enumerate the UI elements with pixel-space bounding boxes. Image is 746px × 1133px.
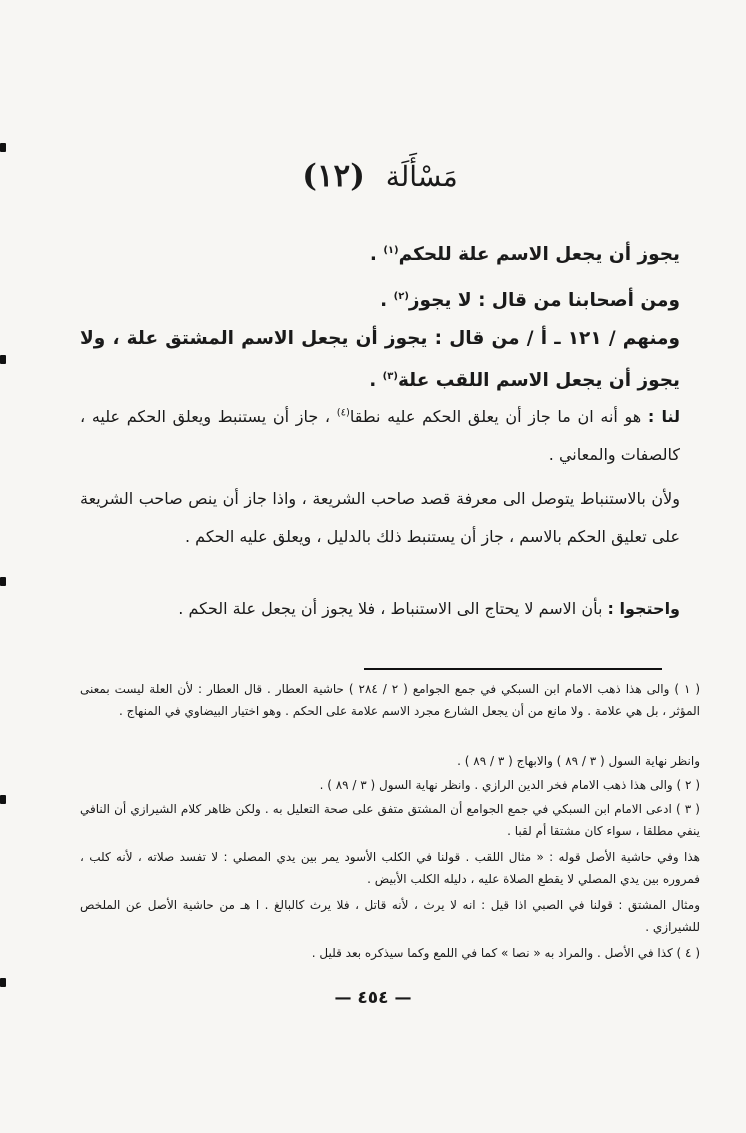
issue-number: (١٢) <box>302 158 365 194</box>
statement-line-3: ومنهم / ١٢١ ـ أ / من قال : يجوز أن يجعل الاسم المشتق علة ، ولا يجوز أن يجعل الاسم اللقب علة$^{(٣)}$ . <box>80 328 680 391</box>
footnote-ref-4[interactable]: (٤) <box>336 407 350 419</box>
footnote-1: ( ١ ) والى هذا ذهب الامام ابن السبكي في جمع الجوامع ( ٢ / ٢٨٤ ) حاشية العطار . قال العطار : لأن العلة ليست بمعنى المؤثر ، بل هي علامة . ولا مانع من أن يجعل الشارع مجرد الاسم علامة على الحكم . وهو اختيار البيضاوي في المنهاج . <box>80 682 701 718</box>
footnote-3: ( ٣ ) ادعى الامام ابن السبكي في جمع الجوامع أن المشتق متفق على صحة التعليل به . ولكن ظاهر كلام الشيرازي أن النافي ينفي مطلقا ، سواء كان مشتقا أم لقبا . <box>80 802 700 838</box>
page-edge-mark <box>0 978 6 987</box>
statement-line-1: يجوز أن يجعل الاسم علة للحكم$^{(١)}$ . <box>369 244 680 265</box>
statement-line-2: ومن أصحابنا من قال : لا يجوز$^{(٢)}$ . <box>380 290 680 311</box>
keyword-ihtajju: واحتجوا : <box>607 599 680 618</box>
page-edge-mark <box>0 795 6 804</box>
paragraph-argument: لنا : هو أنه ان ما جاز أن يعلق الحكم عليه نطقا$^{(٤)}$ ، جاز أن يستنبط ويعلق الحكم عليه ، كالصفات والمعاني . <box>80 407 681 464</box>
footnote-3-continued-1: هذا وفي حاشية الأصل قوله : « مثال اللقب . قولنا في الكلب الأسود يمر بين يدي المصلي : لا تفسد صلاته ، لأنه كلب ، فمروره بين يدي المصلي لا يقطع الصلاة عليه ، دليله الكلب الأبيض . <box>80 850 700 886</box>
keyword-lana: لنا : <box>647 407 681 426</box>
footnote-divider <box>364 668 662 670</box>
footnote-2: ( ٢ ) والى هذا ذهب الامام فخر الدين الرازي . وانظر نهاية السول ( ٣ / ٨٩ ) . <box>319 778 700 792</box>
issue-heading <box>260 158 500 194</box>
footnote-ref-2[interactable]: (٢) <box>393 290 409 302</box>
issue-word: مَسْأَلَة <box>385 160 458 193</box>
footnote-4: ( ٤ ) كذا في الأصل . والمراد به « نصا » كما في اللمع وكما سيذكره بعد قليل . <box>311 946 700 960</box>
footnote-ref-1[interactable]: (١) <box>383 244 399 256</box>
page-edge-mark <box>0 577 6 586</box>
paragraph-objection: واحتجوا : بأن الاسم لا يحتاج الى الاستنباط ، فلا يجوز أن يجعل علة الحكم . <box>178 599 680 618</box>
paragraph-inference: ولأن بالاستنباط يتوصل الى معرفة قصد صاحب الشريعة ، واذا جاز أن ينص صاحب الشريعة على تعليق الحكم بالاسم ، جاز أن يستنبط ذلك بالدليل ، ويعلق عليه الحكم . <box>80 489 680 546</box>
page-edge-mark <box>0 355 6 364</box>
footnote-ref-3[interactable]: (٣) <box>382 370 398 382</box>
footnote-1-continued: وانظر نهاية السول ( ٣ / ٨٩ ) والابهاج ( ٣ / ٨٩ ) . <box>457 754 700 768</box>
page-edge-mark <box>0 143 6 152</box>
footnote-3-continued-2: ومثال المشتق : قولنا في الصبي اذا قيل : انه لا يرث ، لأنه قاتل ، فلا يرث كالبالغ . ا هـ من حاشية الأصل عن الملخص للشيرازي . <box>80 898 700 934</box>
page-number: — ٤٥٤ — <box>334 988 412 1008</box>
